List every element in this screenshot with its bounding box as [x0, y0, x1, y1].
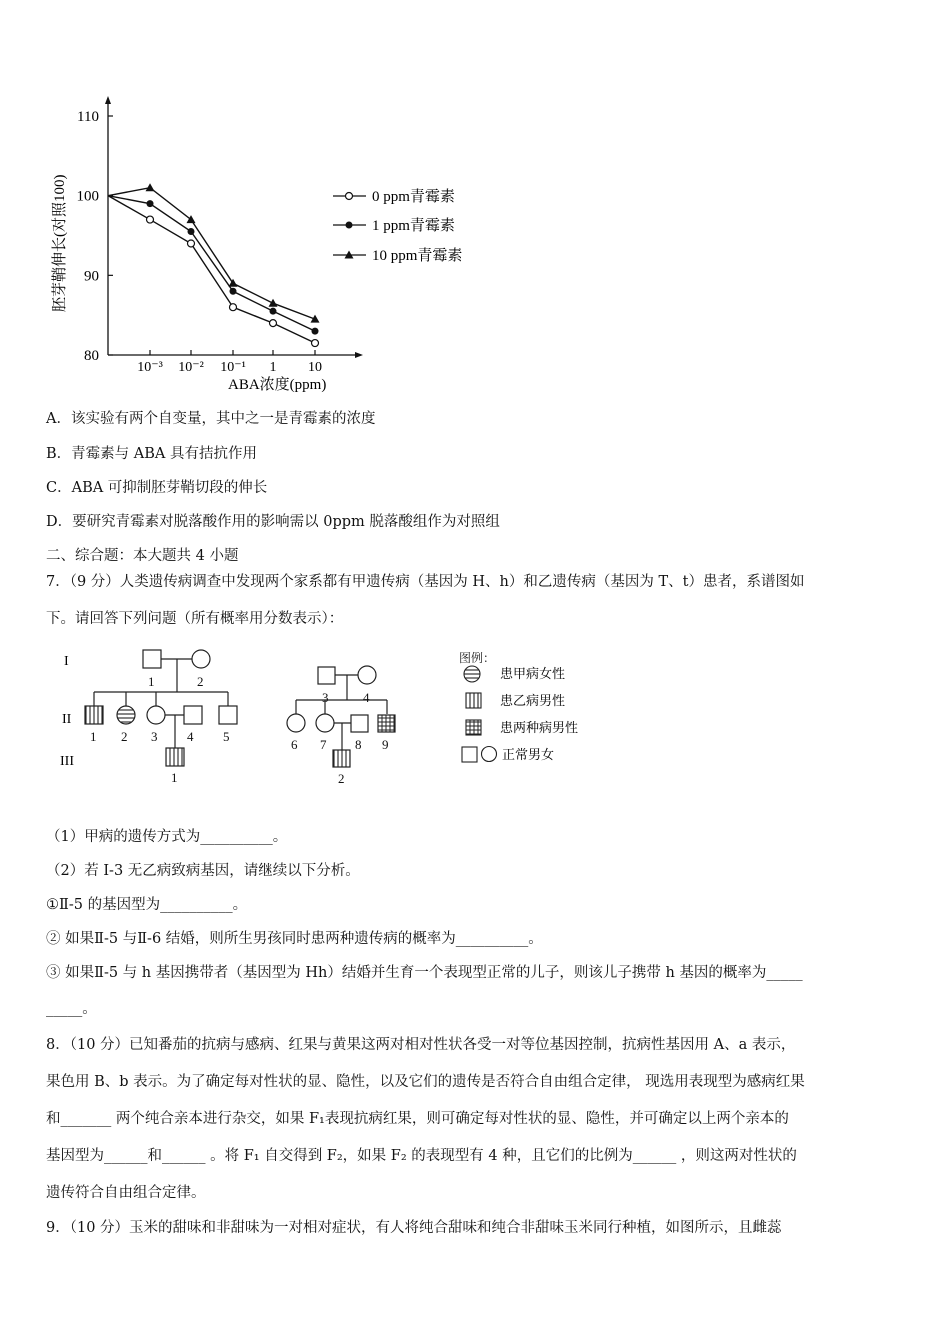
point-1ppm [147, 200, 154, 207]
q7-line-2: 下。请回答下列问题（所有概率用分数表示）： [46, 611, 344, 627]
fam2-num-ii8: 8 [355, 737, 362, 752]
option-a: A．该实验有两个自变量，其中之一是青霉素的浓度 [46, 411, 376, 427]
legend-disease-a-female: 患甲病女性 [500, 666, 566, 681]
point-1ppm [230, 288, 237, 295]
legend-normal-female-symbol [482, 747, 497, 762]
pedigree-diagram [0, 640, 950, 790]
point-10ppm [229, 279, 238, 287]
fam1-num-ii5: 5 [223, 729, 230, 744]
fam1-i2-normal-female [192, 650, 210, 668]
fam2-ii9-both-diseases-male [378, 715, 395, 732]
q9-line-1: 9．（10 分）玉米的甜味和非甜味为一对相对症状，有人将纯合甜味和纯合非甜味玉米同行种植，如图所示，且雌蕊 [46, 1220, 782, 1236]
fam2-num-iii2: 2 [338, 771, 345, 786]
series-line-1 [108, 196, 315, 331]
y-tick-label-80: 80 [84, 348, 99, 364]
point-10ppm [269, 299, 278, 307]
fam2-ii7-normal-female [316, 714, 334, 732]
point-0ppm [312, 340, 319, 347]
fam2-num-i4: 4 [363, 690, 370, 705]
gen-label-ii: II [62, 712, 72, 727]
fam1-ii2-disease-a-female [117, 706, 135, 724]
fam1-num-ii4: 4 [187, 729, 194, 744]
q7-part-1: （1）甲病的遗传方式为__________。 [46, 829, 288, 845]
legend-disease-b-male-symbol [466, 693, 481, 708]
y-axis-arrow [105, 96, 111, 104]
legend-label-0ppm: 0 ppm青霉素 [372, 189, 455, 205]
option-d: D．要研究青霉素对脱落酸作用的影响需以 0ppm 脱落酸组作为对照组 [46, 514, 500, 530]
fam1-ii1-disease-b-male [85, 706, 103, 724]
x-tick-label: 10 [308, 360, 322, 375]
fam2-i4-normal-female [358, 666, 376, 684]
gen-label-iii: III [60, 754, 74, 769]
q8-line-4: 基因型为______和______ 。将 F₁ 自交得到 F₂，如果 F₂ 的表现型有 4 种，且它们的比例为______ ，则这两对性状的 [46, 1148, 797, 1164]
x-tick-label: 10⁻² [178, 360, 204, 375]
option-c: C．ABA 可抑制胚芽鞘切段的伸长 [46, 480, 268, 496]
fam1-ii3-normal-female [147, 706, 165, 724]
fam1-num-ii1: 1 [90, 729, 97, 744]
fam1-num-iii1: 1 [171, 770, 178, 785]
fam2-i3-normal-male [318, 667, 335, 684]
point-1ppm [188, 228, 195, 235]
q8-line-2: 果色用 B、b 表示。为了确定每对性状的显、隐性，以及它们的遗传是否符合自由组合定律， 现选用表现型为感病红果 [46, 1074, 805, 1090]
fam2-num-ii7: 7 [320, 737, 327, 752]
option-b: B．青霉素与 ABA 具有拮抗作用 [46, 446, 257, 462]
x-tick-label: 10⁻¹ [220, 360, 246, 375]
point-0ppm [270, 320, 277, 327]
q7-sub-3-line-1: ③ 如果Ⅱ-5 与 h 基因携带者（基因型为 Hh）结婚并生育一个表现型正常的儿子，则该儿子携带 h 基因的概率为_____ [46, 965, 803, 981]
fam1-num-i2: 2 [197, 674, 204, 689]
fam2-ii6-normal-female [287, 714, 305, 732]
y-tick-label-90: 90 [84, 268, 99, 285]
point-0ppm [188, 240, 195, 247]
point-0ppm [147, 216, 154, 223]
x-tick-label: 1 [269, 360, 277, 375]
legend-both-diseases-male: 患两种病男性 [500, 720, 579, 735]
q8-line-3: 和_______ 两个纯合亲本进行杂交，如果 F₁表现抗病红果，则可确定每对性状的显、隐性，并可确定以上两个亲本的 [46, 1111, 789, 1127]
y-axis-title: 胚芽鞘伸长(对照100) [52, 174, 68, 312]
point-1ppm [270, 308, 277, 315]
legend-disease-b-male: 患乙病男性 [500, 693, 566, 708]
series-line-2 [108, 188, 315, 319]
x-axis-title: ABA浓度(ppm) [228, 377, 327, 393]
fam2-num-i3: 3 [322, 690, 329, 705]
q8-line-5: 遗传符合自由组合定律。 [46, 1185, 206, 1201]
legend-title: 图例： [459, 651, 496, 665]
fam2-num-ii6: 6 [291, 737, 298, 752]
y-tick-label-100: 100 [76, 188, 99, 205]
legend-marker-filled-circle [346, 222, 353, 229]
fam1-num-ii3: 3 [151, 729, 158, 744]
legend-both-male-symbol [466, 720, 481, 735]
x-axis-arrow [355, 352, 363, 358]
fam2-iii2-disease-b-male [333, 750, 350, 767]
fam1-i1-normal-male [143, 650, 161, 668]
point-1ppm [312, 328, 319, 335]
fam1-ii5-normal-male [219, 706, 237, 724]
fam1-iii1-disease-b-male [166, 748, 184, 766]
legend-normal: 正常男女 [502, 747, 555, 762]
q8-line-1: 8．（10 分）已知番茄的抗病与感病、红果与黄果这两对相对性状各受一对等位基因控制，抗病性基因用 A、a 表示， [46, 1037, 796, 1053]
point-10ppm [146, 183, 155, 191]
q7-line-1: 7．（9 分）人类遗传病调查中发现两个家系都有甲遗传病（基因为 H、h）和乙遗传病（基因为 T、t）患者，系谱图如 [46, 574, 805, 590]
fam1-ii4-normal-male [184, 706, 202, 724]
legend-marker-open-circle [346, 193, 353, 200]
legend-normal-male-symbol [462, 747, 477, 762]
y-tick-label-110: 110 [77, 109, 99, 125]
legend-label-1ppm: 1 ppm青霉素 [372, 218, 455, 234]
q7-sub-3-line-2: _____。 [46, 1001, 97, 1017]
series-line-0 [108, 196, 315, 343]
section-title: 二、综合题：本大题共 4 小题 [46, 548, 239, 564]
x-tick-label: 10⁻³ [137, 360, 163, 375]
fam1-num-i1: 1 [148, 674, 155, 689]
q7-sub-2: ② 如果Ⅱ-5 与Ⅱ-6 结婚，则所生男孩同时患两种遗传病的概率为__________。 [46, 931, 543, 947]
fam2-ii8-normal-male [351, 715, 368, 732]
pedigree-legend [459, 650, 578, 762]
q7-sub-1: ①Ⅱ-5 的基因型为__________。 [46, 897, 248, 913]
fam1-num-ii2: 2 [121, 729, 128, 744]
fam2-num-ii9: 9 [382, 737, 389, 752]
chart-legend [333, 188, 462, 264]
q7-part-2: （2）若 I-3 无乙病致病基因，请继续以下分析。 [46, 863, 360, 879]
legend-disease-a-female-symbol [464, 666, 480, 682]
gen-label-i: I [64, 654, 69, 669]
aba-line-chart [0, 0, 950, 400]
legend-label-10ppm: 10 ppm青霉素 [372, 248, 463, 264]
point-0ppm [230, 304, 237, 311]
